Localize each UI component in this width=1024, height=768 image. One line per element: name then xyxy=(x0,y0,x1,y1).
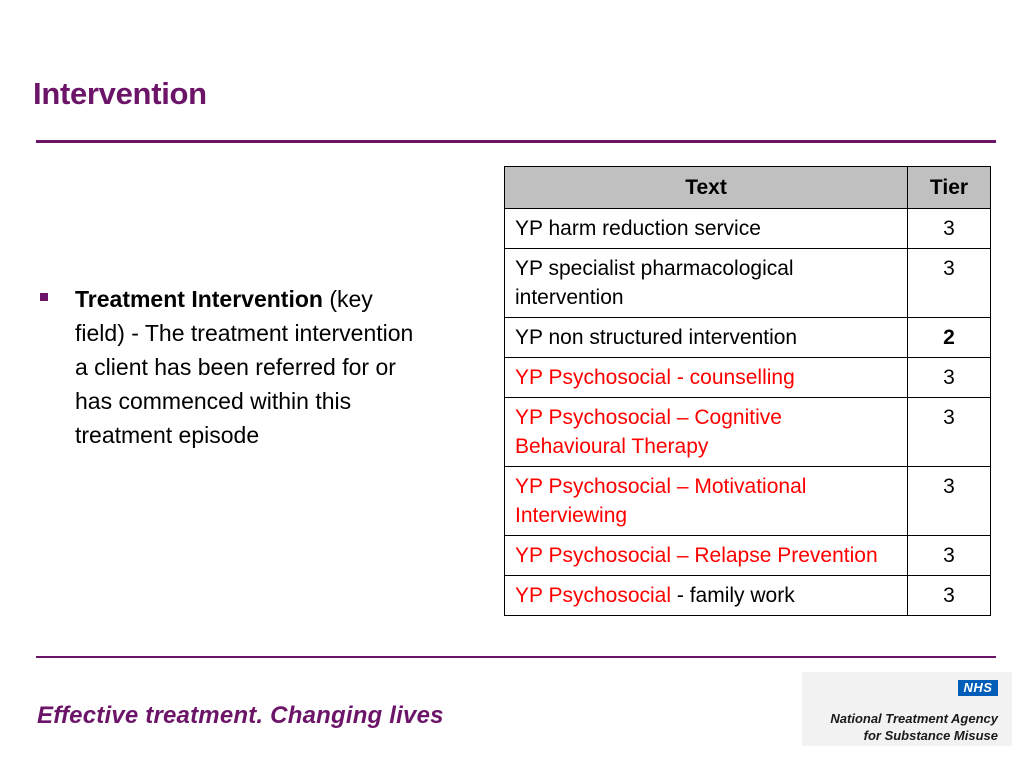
bullet-item xyxy=(40,282,420,452)
intervention-text-cell xyxy=(505,536,908,576)
intervention-text-suffix: - family work xyxy=(671,584,795,607)
table-body xyxy=(505,209,991,616)
nhs-badge: NHS xyxy=(958,680,998,696)
intervention-text: YP harm reduction service xyxy=(515,217,761,240)
intervention-text: YP non structured intervention xyxy=(515,326,798,349)
tier-cell: 3 xyxy=(908,398,991,467)
intervention-text: YP Psychosocial – Cognitive Behavioural Therapy xyxy=(515,406,782,458)
tier-cell: 3 xyxy=(908,249,991,318)
table-row xyxy=(505,358,991,398)
bullet-bold-text: Treatment Intervention xyxy=(75,286,323,312)
table-header-row xyxy=(505,167,991,209)
table-row xyxy=(505,318,991,358)
table-row xyxy=(505,536,991,576)
table-row xyxy=(505,209,991,249)
agency-line-1: National Treatment Agency xyxy=(830,711,998,726)
footer-slogan: Effective treatment. Changing lives xyxy=(37,702,444,729)
tier-cell: 3 xyxy=(908,209,991,249)
table-row xyxy=(505,398,991,467)
intervention-text: YP Psychosocial xyxy=(515,584,672,607)
slide-title: Intervention xyxy=(33,76,207,111)
table-row xyxy=(505,249,991,318)
tier-cell: 3 xyxy=(908,358,991,398)
tier-cell: 3 xyxy=(908,576,991,616)
table-row xyxy=(505,576,991,616)
intervention-text-cell xyxy=(505,576,908,616)
title-divider xyxy=(36,140,996,143)
intervention-text: YP Psychosocial – Relapse Prevention xyxy=(515,544,878,567)
footer-divider xyxy=(36,656,996,658)
intervention-text: YP Psychosocial - counselling xyxy=(515,366,795,389)
tier-cell: 2 xyxy=(908,318,991,358)
square-bullet-icon xyxy=(40,293,48,301)
header-tier: Tier xyxy=(908,167,991,209)
table-row xyxy=(505,467,991,536)
agency-name xyxy=(830,710,998,744)
intervention-text-cell xyxy=(505,209,908,249)
intervention-text-cell xyxy=(505,398,908,467)
bullet-text xyxy=(75,282,420,452)
nta-logo xyxy=(802,672,1012,746)
intervention-text-cell xyxy=(505,249,908,318)
intervention-text-cell xyxy=(505,318,908,358)
bullet-body-text: (key field) - The treatment intervention a client has been referred for or has commenced within this treatment episode xyxy=(75,286,414,448)
tier-cell: 3 xyxy=(908,536,991,576)
agency-line-2: for Substance Misuse xyxy=(863,728,998,743)
intervention-table xyxy=(504,166,991,616)
intervention-text-cell xyxy=(505,358,908,398)
intervention-text: YP specialist pharmacological intervention xyxy=(515,257,794,309)
header-text: Text xyxy=(505,167,908,209)
intervention-text-cell xyxy=(505,467,908,536)
tier-cell: 3 xyxy=(908,467,991,536)
intervention-text: YP Psychosocial – Motivational Interviewing xyxy=(515,475,807,527)
